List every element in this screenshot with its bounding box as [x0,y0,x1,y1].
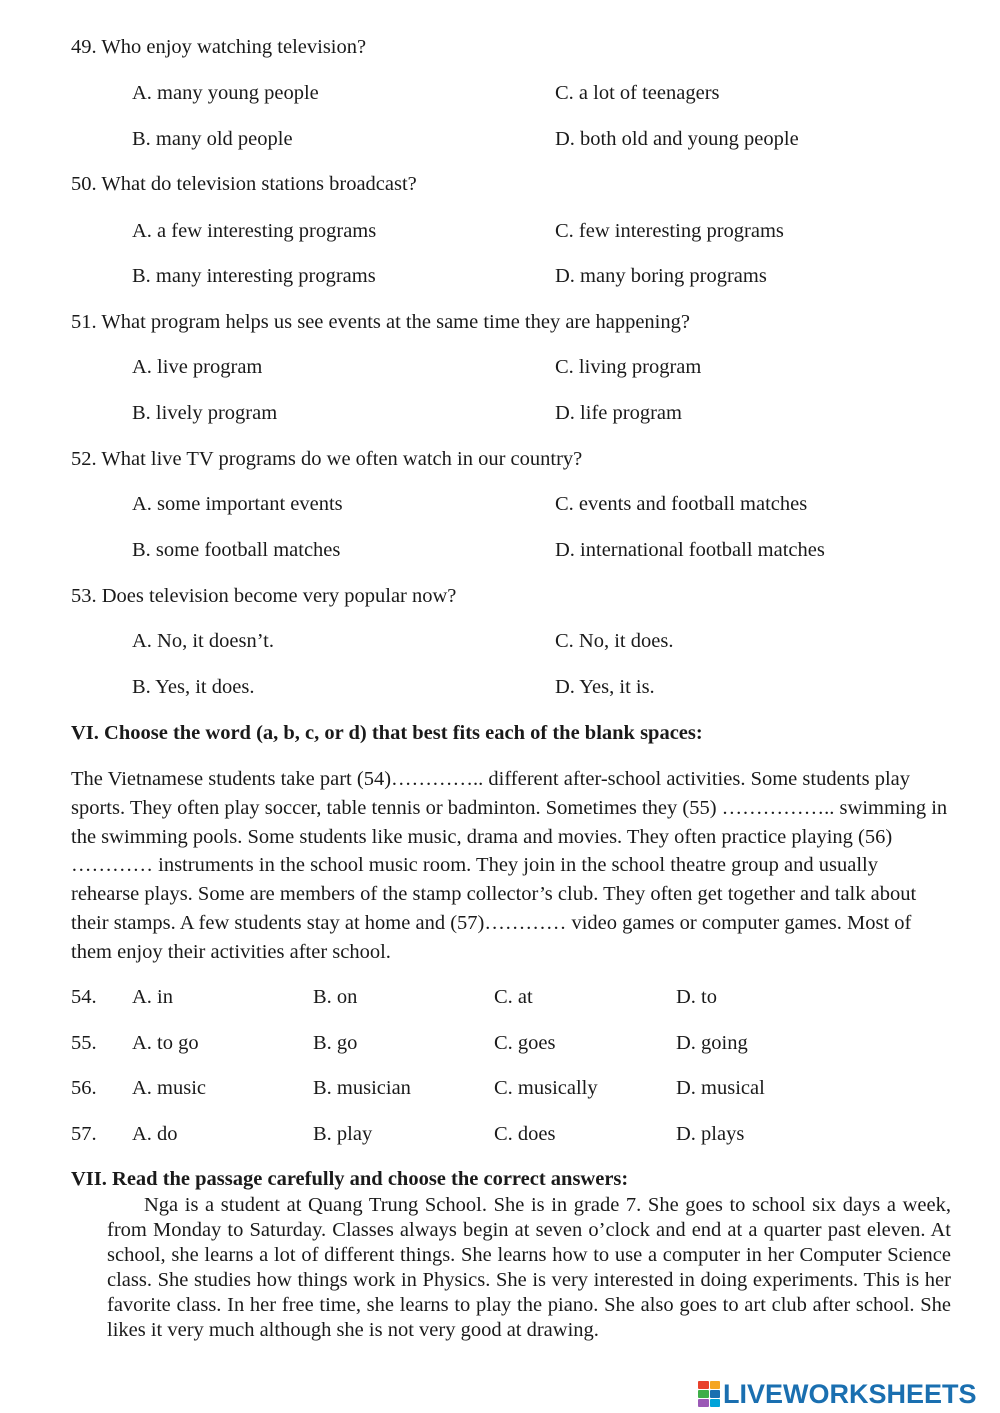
item-56-option-a[interactable]: A. music [132,1077,207,1099]
item-57-number: 57. [71,1123,97,1145]
item-54-number: 54. [71,986,97,1008]
item-56-option-b[interactable]: B. musician [313,1077,411,1099]
question-53-option-a[interactable]: A. No, it doesn’t. [132,630,274,652]
question-51-option-a[interactable]: A. live program [132,356,263,378]
question-50-stem: 50. What do television stations broadcast? [71,173,417,195]
section-7-heading: VII. Read the passage carefully and choose the correct answers: [71,1168,629,1190]
item-54-option-b[interactable]: B. on [313,986,358,1008]
liveworksheets-logo [698,1376,977,1412]
question-49-option-a[interactable]: A. many young people [132,82,319,104]
question-50-option-d[interactable]: D. many boring programs [555,265,767,287]
question-49-stem: 49. Who enjoy watching television? [71,36,367,58]
question-50-option-a[interactable]: A. a few interesting programs [132,220,377,242]
question-53-option-b[interactable]: B. Yes, it does. [132,676,255,698]
question-52-option-d[interactable]: D. international football matches [555,539,825,561]
question-50-option-b[interactable]: B. many interesting programs [132,265,376,287]
question-52-option-b[interactable]: B. some football matches [132,539,341,561]
question-49-option-c[interactable]: C. a lot of teenagers [555,82,720,104]
item-57-option-c[interactable]: C. does [494,1123,556,1145]
item-55-option-d[interactable]: D. going [676,1032,748,1054]
section-6-passage: The Vietnamese students take part (54)………….. different after-school activities. Some students play sports. They often play soccer, table tennis or badminton. Sometimes they (55) …………….. swimming in the swimming pools. Some students like music, drama and movies. They often practice playing (56) ………… instruments in the school music room. They join in the school theatre group and usually rehearse plays. Some are members of the stamp collector’s club. They often get together and talk about their stamps. A few students stay at home and (57)………… video games or computer games. Most of them enjoy their activities after school. [71,768,948,963]
item-55-option-b[interactable]: B. go [313,1032,358,1054]
item-54-option-c[interactable]: C. at [494,986,533,1008]
item-56-number: 56. [71,1077,97,1099]
question-49-option-d[interactable]: D. both old and young people [555,128,799,150]
item-57-option-d[interactable]: D. plays [676,1123,745,1145]
item-56-option-d[interactable]: D. musical [676,1077,765,1099]
item-56-option-c[interactable]: C. musically [494,1077,598,1099]
question-52-option-c[interactable]: C. events and football matches [555,493,808,515]
item-54-option-d[interactable]: D. to [676,986,717,1008]
item-57-option-b[interactable]: B. play [313,1123,373,1145]
liveworksheets-logo-text: LIVEWORKSHEETS [723,1378,977,1409]
section-7-passage-text: Nga is a student at Quang Trung School. She is in grade 7. She goes to school six days a week, from Monday to Saturday. Classes always begin at seven o’clock and end at a quarter past eleven. At school, she learns a lot of different things. She learns how to use a computer in her Computer Science class. She studies how things work in Physics. She is very interested in doing experiments. This is her favorite class. In her free time, she learns to play the piano. She also goes to art club after school. She likes it very much although she is not very good at drawing. [107,1194,951,1341]
question-52-stem: 52. What live TV programs do we often watch in our country? [71,448,583,470]
question-51-option-d[interactable]: D. life program [555,402,682,424]
section-7-passage [107,1193,951,1343]
question-50-option-c[interactable]: C. few interesting programs [555,220,784,242]
section-6-heading: VI. Choose the word (a, b, c, or d) that best fits each of the blank spaces: [71,722,703,744]
question-51-option-c[interactable]: C. living program [555,356,702,378]
item-55-number: 55. [71,1032,97,1054]
item-55-option-c[interactable]: C. goes [494,1032,556,1054]
question-51-option-b[interactable]: B. lively program [132,402,278,424]
item-54-option-a[interactable]: A. in [132,986,173,1008]
question-49-option-b[interactable]: B. many old people [132,128,293,150]
item-55-option-a[interactable]: A. to go [132,1032,199,1054]
item-57-option-a[interactable]: A. do [132,1123,178,1145]
question-53-option-c[interactable]: C. No, it does. [555,630,674,652]
question-53-stem: 53. Does television become very popular now? [71,585,457,607]
liveworksheets-logo-icon [698,1381,720,1407]
question-53-option-d[interactable]: D. Yes, it is. [555,676,655,698]
question-51-stem: 51. What program helps us see events at the same time they are happening? [71,311,690,333]
question-52-option-a[interactable]: A. some important events [132,493,343,515]
